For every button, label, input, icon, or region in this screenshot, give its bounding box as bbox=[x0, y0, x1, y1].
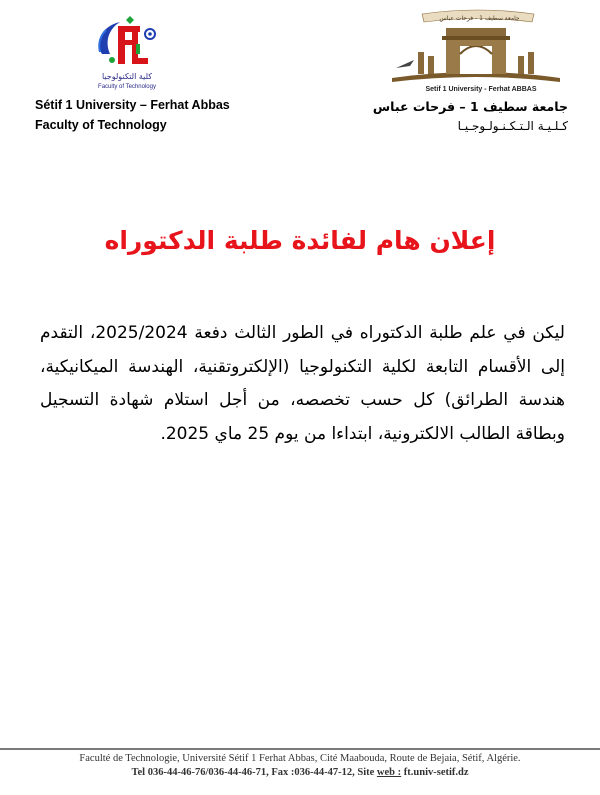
faculty-logo bbox=[92, 14, 162, 92]
footer-divider bbox=[0, 748, 600, 750]
announcement-body bbox=[40, 317, 565, 451]
footer-site-label: web : bbox=[376, 767, 402, 778]
header-faculty-en: Faculty of Technology bbox=[35, 118, 167, 132]
university-logo bbox=[392, 8, 560, 94]
faculty-emblem-icon bbox=[92, 14, 162, 74]
body-line: إلى الأقسام التابعة لكلية التكنولوجيا (الإلكتروتقنية، الهندسة الميكانيكية، bbox=[40, 356, 565, 377]
announcement-title: إعلان هام لفائدة طلبة الدكتوراه bbox=[104, 226, 496, 255]
footer-address: Faculté de Technologie, Université Sétif 1 Ferhat Abbas, Cité Maabouda, Route de Bejaia, Sétif, Algérie. bbox=[79, 753, 521, 764]
footer-contact-phones: Tel 036-44-46-76/036-44-46-71, Fax :036-44-47-12, Site bbox=[131, 767, 377, 778]
footer-contact bbox=[0, 767, 600, 778]
footer-site-url: ft.univ-setif.dz bbox=[401, 767, 469, 778]
faculty-logo-name-ar: كلية التكنولوجيا bbox=[101, 72, 153, 81]
body-line: هندسة الطرائق) كل حسب تخصصه، من أجل استلام شهادة التسجيل bbox=[40, 390, 565, 410]
header-university-en: Sétif 1 University – Ferhat Abbas bbox=[35, 98, 230, 112]
university-logo-name-ar: جامعة سطيف 1 - فرحات عباس bbox=[439, 15, 520, 22]
body-line: وبطاقة الطالب الالكترونية، ابتداءا من يوم 25 ماي 2025. bbox=[160, 423, 565, 444]
body-line: ليكن في علم طلبة الدكتوراه في الطور الثالث دفعة 2025/2024، التقدم bbox=[40, 323, 565, 343]
header-faculty-ar: كـلـيـة الـتـكـنـولـوجـيـا bbox=[457, 119, 568, 133]
university-logo-name-en: Setif 1 University - Ferhat ABBAS bbox=[425, 86, 537, 93]
header-university-ar: جامعة سطيف 1 – فرحات عباس bbox=[372, 99, 568, 114]
faculty-logo-name-en: Faculty of Technology bbox=[98, 84, 156, 90]
